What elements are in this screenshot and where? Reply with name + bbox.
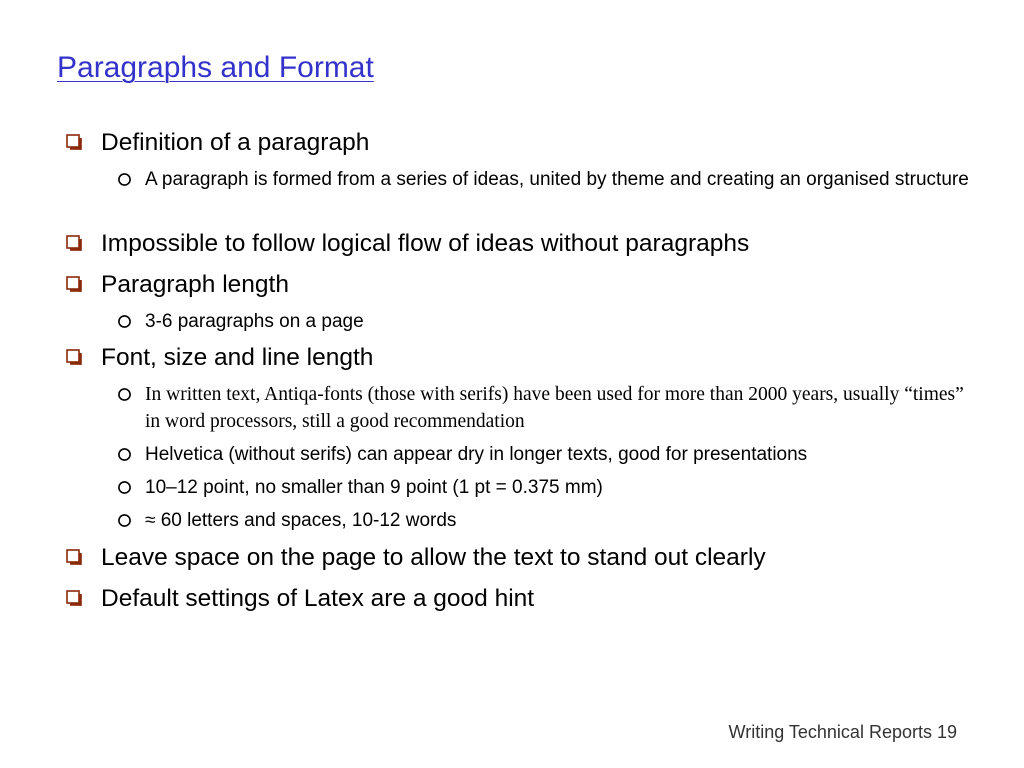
bullet-text: Font, size and line length (101, 344, 374, 371)
sub-bullet-text: ≈ 60 letters and spaces, 10-12 words (145, 510, 457, 531)
bullet-text: Default settings of Latex are a good hint (101, 585, 535, 612)
ring-icon (117, 387, 132, 402)
ring-icon (117, 447, 132, 462)
sub-bullet-text: 10–12 point, no smaller than 9 point (1 pt = 0.375 mm) (145, 477, 603, 498)
square-box-icon (66, 276, 83, 293)
ring-icon (117, 172, 132, 187)
ring-icon (117, 480, 132, 495)
sub-bullet-text: 3-6 paragraphs on a page (145, 311, 364, 332)
sub-bullet-text: A paragraph is formed from a series of ideas, united by theme and creating an organised structure (145, 169, 969, 190)
square-box-icon (66, 134, 83, 151)
square-box-icon (66, 590, 83, 607)
slide-title: Paragraphs and Format (57, 51, 374, 84)
bullet-text: Impossible to follow logical flow of ideas without paragraphs (101, 230, 750, 257)
sub-bullet-text: Helvetica (without serifs) can appear dry in longer texts, good for presentations (145, 444, 808, 465)
bullet-text: Paragraph length (101, 271, 289, 298)
square-box-icon (66, 349, 83, 366)
square-box-icon (66, 235, 83, 252)
square-box-icon (66, 549, 83, 566)
slide-footer: Writing Technical Reports 19 (728, 722, 957, 742)
ring-icon (117, 513, 132, 528)
ring-icon (117, 314, 132, 329)
sub-bullet-text: In written text, Antiqa-fonts (those with serifs) have been used for more than 2000 years, usually “times” in word processors, still a good recommendation (145, 384, 964, 432)
bullet-text: Leave space on the page to allow the text to stand out clearly (101, 544, 766, 571)
bullet-text: Definition of a paragraph (101, 129, 370, 156)
